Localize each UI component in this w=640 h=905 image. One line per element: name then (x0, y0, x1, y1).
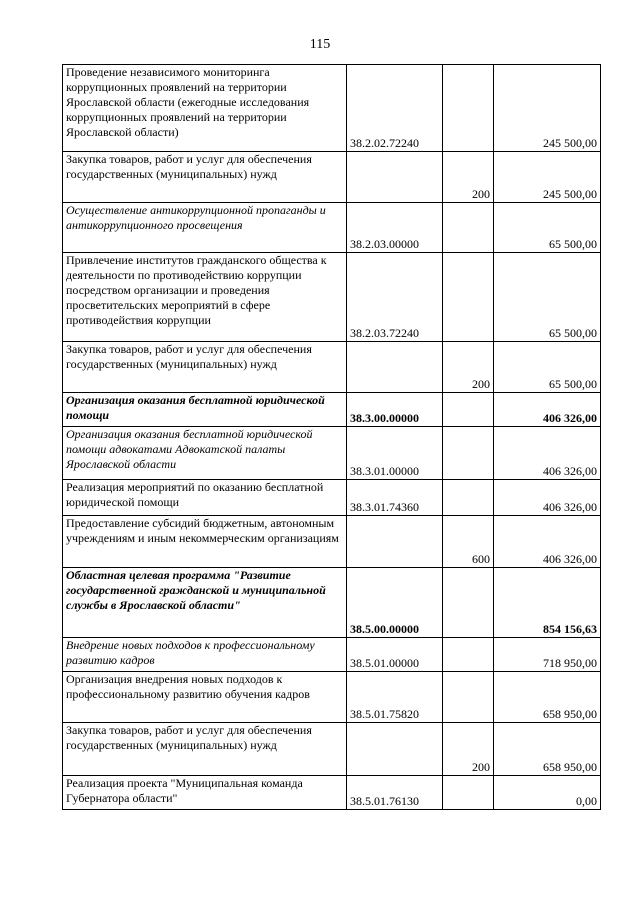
target-code: 38.5.01.00000 (347, 638, 443, 672)
target-code: 38.5.01.76130 (347, 776, 443, 810)
expense-type (443, 65, 494, 152)
target-code: 38.3.01.74360 (347, 480, 443, 516)
table-row (63, 776, 601, 810)
item-name: Закупка товаров, работ и услуг для обеспечения государственных (муниципальных) нужд (63, 723, 347, 776)
expense-type (443, 427, 494, 480)
item-name: Организация оказания бесплатной юридической помощи адвокатами Адвокатской палаты Ярославской области (63, 427, 347, 480)
target-code: 38.5.01.75820 (347, 672, 443, 723)
item-name: Организация оказания бесплатной юридической помощи (63, 393, 347, 427)
amount: 406 326,00 (494, 516, 601, 568)
table-row (63, 427, 601, 480)
table-row (63, 638, 601, 672)
amount: 406 326,00 (494, 427, 601, 480)
table-row (63, 723, 601, 776)
amount: 65 500,00 (494, 253, 601, 342)
item-name: Проведение независимого мониторинга коррупционных проявлений на территории Ярославской области (ежегодные исследования коррупционных проявлений на территории Ярославской области) (63, 65, 347, 152)
table-row (63, 65, 601, 152)
target-code: 38.5.00.00000 (347, 568, 443, 638)
target-code: 38.3.01.00000 (347, 427, 443, 480)
amount: 65 500,00 (494, 203, 601, 253)
target-code (347, 342, 443, 393)
target-code (347, 723, 443, 776)
expense-type (443, 393, 494, 427)
item-name: Областная целевая программа "Развитие государственной гражданской и муниципальной службы в Ярославской области" (63, 568, 347, 638)
table-row (63, 480, 601, 516)
amount: 65 500,00 (494, 342, 601, 393)
table-row (63, 393, 601, 427)
amount: 245 500,00 (494, 152, 601, 203)
expense-type: 200 (443, 152, 494, 203)
target-code: 38.2.03.00000 (347, 203, 443, 253)
item-name: Внедрение новых подходов к профессиональному развитию кадров (63, 638, 347, 672)
table-row (63, 253, 601, 342)
expense-type: 200 (443, 723, 494, 776)
table-row (63, 672, 601, 723)
target-code: 38.2.03.72240 (347, 253, 443, 342)
expense-type (443, 203, 494, 253)
target-code: 38.3.00.00000 (347, 393, 443, 427)
amount: 658 950,00 (494, 723, 601, 776)
amount: 406 326,00 (494, 480, 601, 516)
item-name: Реализация мероприятий по оказанию бесплатной юридической помощи (63, 480, 347, 516)
item-name: Осуществление антикоррупционной пропаганды и антикоррупционного просвещения (63, 203, 347, 253)
item-name: Закупка товаров, работ и услуг для обеспечения государственных (муниципальных) нужд (63, 342, 347, 393)
amount: 718 950,00 (494, 638, 601, 672)
amount: 245 500,00 (494, 65, 601, 152)
table-row (63, 152, 601, 203)
target-code: 38.2.02.72240 (347, 65, 443, 152)
expense-type: 200 (443, 342, 494, 393)
expense-type (443, 568, 494, 638)
item-name: Реализация проекта "Муниципальная команда Губернатора области" (63, 776, 347, 810)
budget-table (62, 64, 601, 810)
expense-type (443, 672, 494, 723)
target-code (347, 152, 443, 203)
amount: 854 156,63 (494, 568, 601, 638)
item-name: Привлечение институтов гражданского общества к деятельности по противодействию коррупции посредством организации и проведения просветительских мероприятий в сфере противодействия коррупции (63, 253, 347, 342)
amount: 658 950,00 (494, 672, 601, 723)
target-code (347, 516, 443, 568)
item-name: Предоставление субсидий бюджетным, автономным учреждениям и иным некоммерческим организациям (63, 516, 347, 568)
expense-type (443, 776, 494, 810)
expense-type (443, 638, 494, 672)
expense-type (443, 480, 494, 516)
expense-type (443, 253, 494, 342)
table-row (63, 203, 601, 253)
amount: 406 326,00 (494, 393, 601, 427)
table-row (63, 342, 601, 393)
page-number: 115 (309, 37, 331, 52)
item-name: Организация внедрения новых подходов к профессиональному развитию обучения кадров (63, 672, 347, 723)
amount: 0,00 (494, 776, 601, 810)
expense-type: 600 (443, 516, 494, 568)
item-name: Закупка товаров, работ и услуг для обеспечения государственных (муниципальных) нужд (63, 152, 347, 203)
table-row (63, 516, 601, 568)
table-row (63, 568, 601, 638)
